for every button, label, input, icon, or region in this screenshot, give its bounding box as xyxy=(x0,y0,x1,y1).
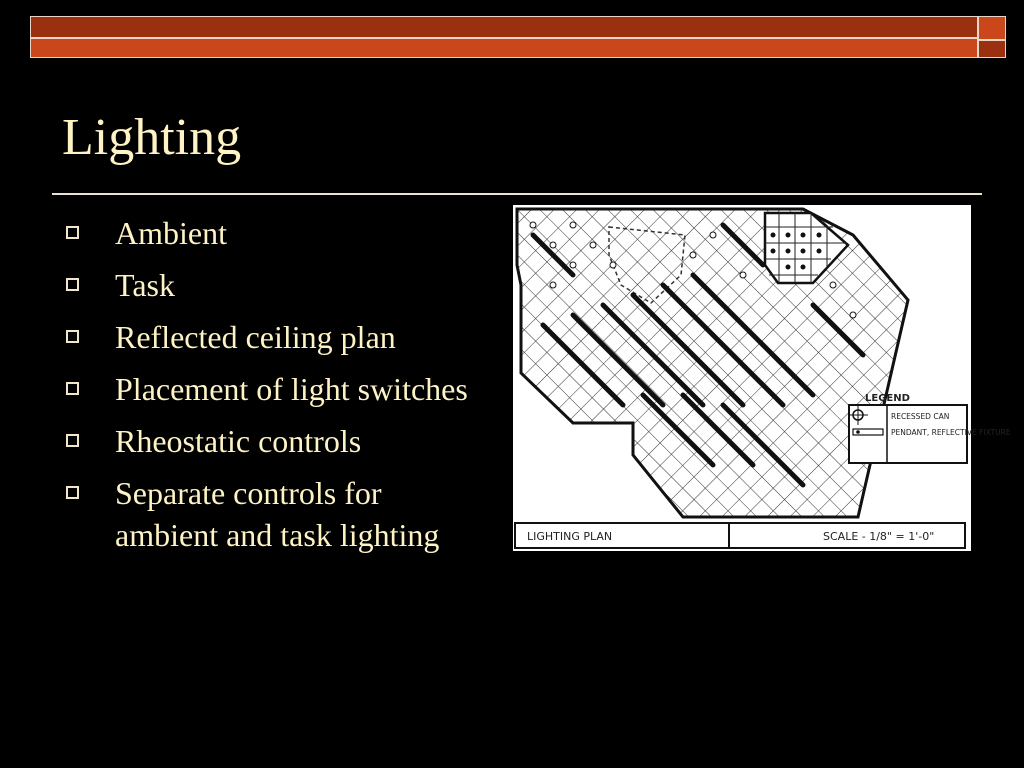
legend-title: LEGEND xyxy=(865,393,910,404)
ceiling-grid xyxy=(517,209,908,517)
bullet-square-icon xyxy=(66,434,79,447)
legend-pendant: PENDANT, REFLECTIVE FIXTURE xyxy=(891,428,1011,437)
bullet-square-icon xyxy=(66,278,79,291)
slide-title: Lighting xyxy=(62,109,242,166)
plan-scale-label: SCALE - 1/8" = 1'-0" xyxy=(823,530,935,543)
bullet-item xyxy=(64,316,484,358)
bullet-item xyxy=(64,472,484,556)
bullet-square-icon xyxy=(66,486,79,499)
bullet-square-icon xyxy=(66,382,79,395)
bullet-list xyxy=(64,212,484,566)
bullet-text: Separate controls for ambient and task lighting xyxy=(115,475,440,553)
bullet-item xyxy=(64,264,484,306)
plan-legend xyxy=(848,393,1011,463)
bullet-text: Ambient xyxy=(115,215,227,251)
plan-title-label: LIGHTING PLAN xyxy=(527,530,613,543)
bullet-item xyxy=(64,420,484,462)
title-divider xyxy=(52,193,982,195)
bullet-text: Placement of light switches xyxy=(115,371,468,407)
legend-recessed-can: RECESSED CAN xyxy=(891,412,950,421)
bullet-item xyxy=(64,212,484,254)
plan-title-block xyxy=(515,523,965,548)
bullet-item xyxy=(64,368,484,410)
bullet-square-icon xyxy=(66,330,79,343)
bullet-text: Rheostatic controls xyxy=(115,423,362,459)
decorative-header-bar xyxy=(30,16,1006,58)
bullet-text: Reflected ceiling plan xyxy=(115,319,396,355)
bullet-text: Task xyxy=(115,267,175,303)
bullet-square-icon xyxy=(66,226,79,239)
lighting-plan-image xyxy=(513,205,1011,551)
